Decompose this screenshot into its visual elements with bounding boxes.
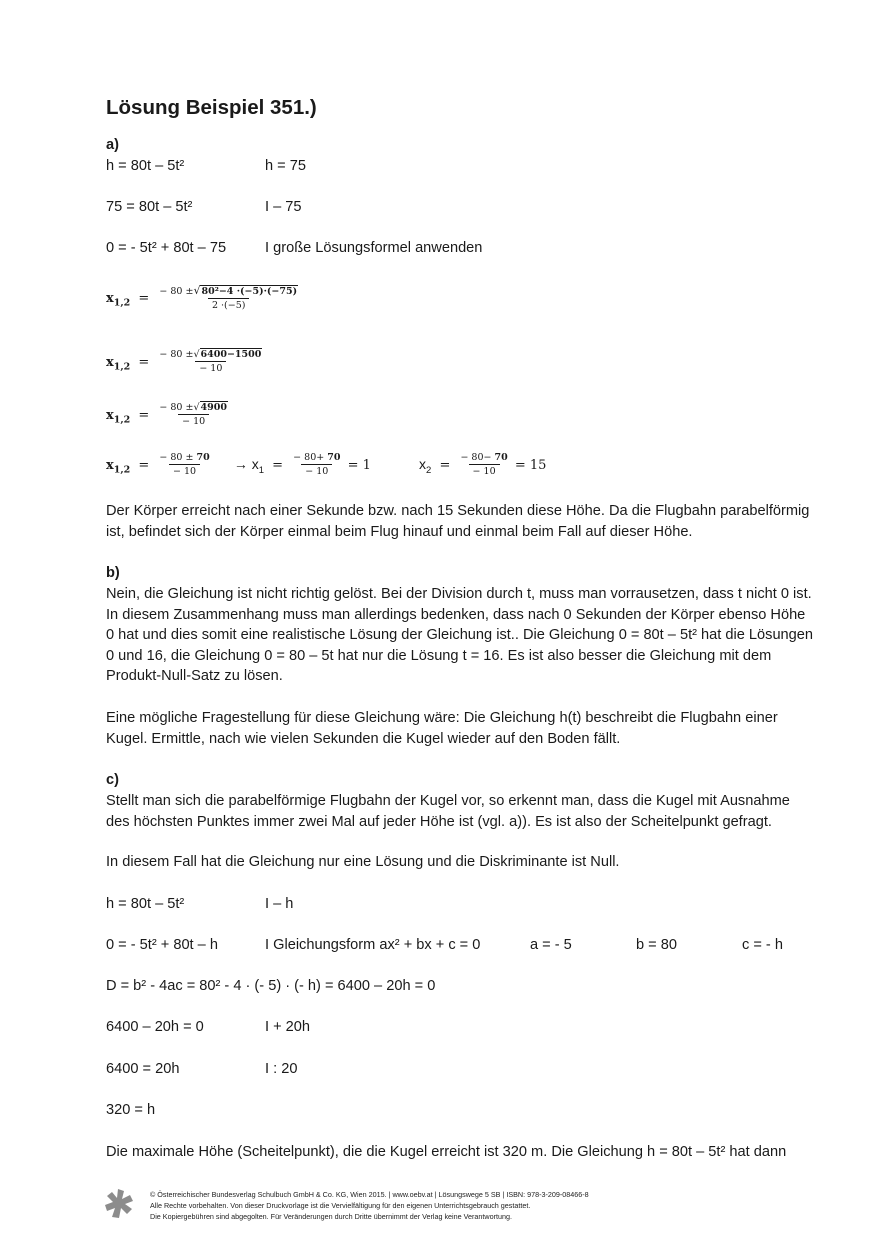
equation-row-3-right: I große Lösungsformel anwenden <box>265 240 483 256</box>
c-row-5-left: 6400 = 20h <box>106 1061 180 1077</box>
c-row-4-left: 6400 – 20h = 0 <box>106 1019 204 1035</box>
c-row-2-b: b = 80 <box>636 937 677 953</box>
page-title: Lösung Beispiel 351.) <box>106 96 317 119</box>
formula-quadratic-1: $x_{1,2}$ = $\frac{\text{− 80 ±√80²−4 ·(−5)·(−75)}}{2 \cdot(-5)}$ <box>106 284 298 311</box>
formula-quadratic-2: $x_{1,2}$ = $\frac{- 80 \pm√6400-1500}{- 10}$ <box>106 349 262 374</box>
equation-row-1-left: h = 80t – 5t² <box>106 158 185 174</box>
c-row-2-c: c = - h <box>742 937 783 953</box>
c-row-1-left: h = 80t – 5t² <box>106 896 185 912</box>
c-row-1-right: I – h <box>265 896 294 912</box>
equation-row-3-left: 0 = - 5t² + 80t – 75 <box>106 240 227 256</box>
part-c-paragraph-2: In diesem Fall hat die Gleichung nur eine Lösung und die Diskriminante ist Null. <box>106 854 620 870</box>
c-last-line: Die maximale Höhe (Scheitelpunkt), die die Kugel erreicht ist 320 m. Die Gleichung h = 80t – 5t² hat dann <box>106 1144 787 1160</box>
part-c-label: c) <box>106 772 119 788</box>
part-b-paragraph-2: Eine mögliche Fragestellung für diese Gleichung wäre: Die Gleichung h(t) beschreibt die Flugbahn einer Kugel. Ermittle, nach wie vielen Sekunden die Kugel wieder auf den Boden fällt. <box>106 710 778 747</box>
equation-row-2-right: I – 75 <box>265 199 302 215</box>
part-b-paragraph-1: Nein, die Gleichung ist nicht richtig gelöst. Bei der Division durch t, muss man vorrausetzen, dass t nicht 0 ist. In diesem Zusammenhang muss man allerdings bedenken, dass nach 0 Sekunden der Körper ebenso Höhe 0 hat und dies somit eine realistische Lösung der Gleichung ist.. Die Gleichung 0 = 80t – 5t² hat die Lösungen 0 und 16, die Gleichung 0 = 80 – 5t hat nur die Lösung t = 16. Es ist also besser die Gleichung mit dem Produkt-Null-Satz zu lösen. <box>106 586 814 685</box>
equation-row-2-left: 75 = 80t – 5t² <box>106 199 193 215</box>
c-row-6: 320 = h <box>106 1102 156 1118</box>
formula-quadratic-3: $x_{1,2}$ = $\frac{- 80 \pm√4900}{- 10}$ <box>106 402 227 427</box>
c-row-2-right: I Gleichungsform ax² + bx + c = 0 <box>265 937 481 953</box>
publisher-logo-icon <box>104 1188 136 1220</box>
x2-label: $x_2$ <box>419 456 432 476</box>
c-row-2-left: 0 = - 5t² + 80t – h <box>106 937 218 953</box>
footer-disclaimer: Die Kopiergebühren sind abgegolten. Für Veränderungen durch Dritte übernimmt der Verlag keine Verantwortung. <box>150 1212 512 1221</box>
x1-label: → $x_1$ <box>233 456 265 476</box>
c-row-4-right: I + 20h <box>265 1019 311 1035</box>
c-row-5-right: I : 20 <box>265 1061 298 1077</box>
part-a-label: a) <box>106 137 119 153</box>
formula-solutions: $x_{1,2}$ = $\frac{- 80 \pm 70}{- 10}$ → $x_1$ = $\frac{- 80+ 70}{- 10}$ = 1 $x_2$ = $\frac{- 80- 70}{- 10}$ = 15 <box>106 452 547 477</box>
c-row-3-discriminant: D = b² - 4ac = 80² - 4 · (- 5) · (- h) = 6400 – 20h = 0 <box>106 978 436 994</box>
part-a-conclusion: Der Körper erreicht nach einer Sekunde bzw. nach 15 Sekunden diese Höhe. Da die Flugbahn parabelförmig ist, befindet sich der Körper einmal beim Flug hinauf und einmal beim Fall auf dieser Höhe. <box>106 503 810 540</box>
footer-copyright: © Österreichischer Bundesverlag Schulbuch GmbH & Co. KG, Wien 2015. | www.oebv.at | Lösungswege 5 SB | ISBN: 978-3-209-08466-8 <box>150 1190 589 1199</box>
c-row-2-a: a = - 5 <box>530 937 572 953</box>
part-c-paragraph-1: Stellt man sich die parabelförmige Flugbahn der Kugel vor, so erkennt man, dass die Kugel mit Ausnahme des höchsten Punktes immer zwei Mal auf jeder Höhe ist (vgl. a)). Es ist also der Scheitelpunkt gefragt. <box>106 793 790 830</box>
equation-row-1-right: h = 75 <box>265 158 306 174</box>
footer-rights: Alle Rechte vorbehalten. Von dieser Druckvorlage ist die Vervielfältigung für den eigenen Unterrichtsgebrauch gestattet. <box>150 1201 531 1210</box>
part-b-label: b) <box>106 565 120 581</box>
